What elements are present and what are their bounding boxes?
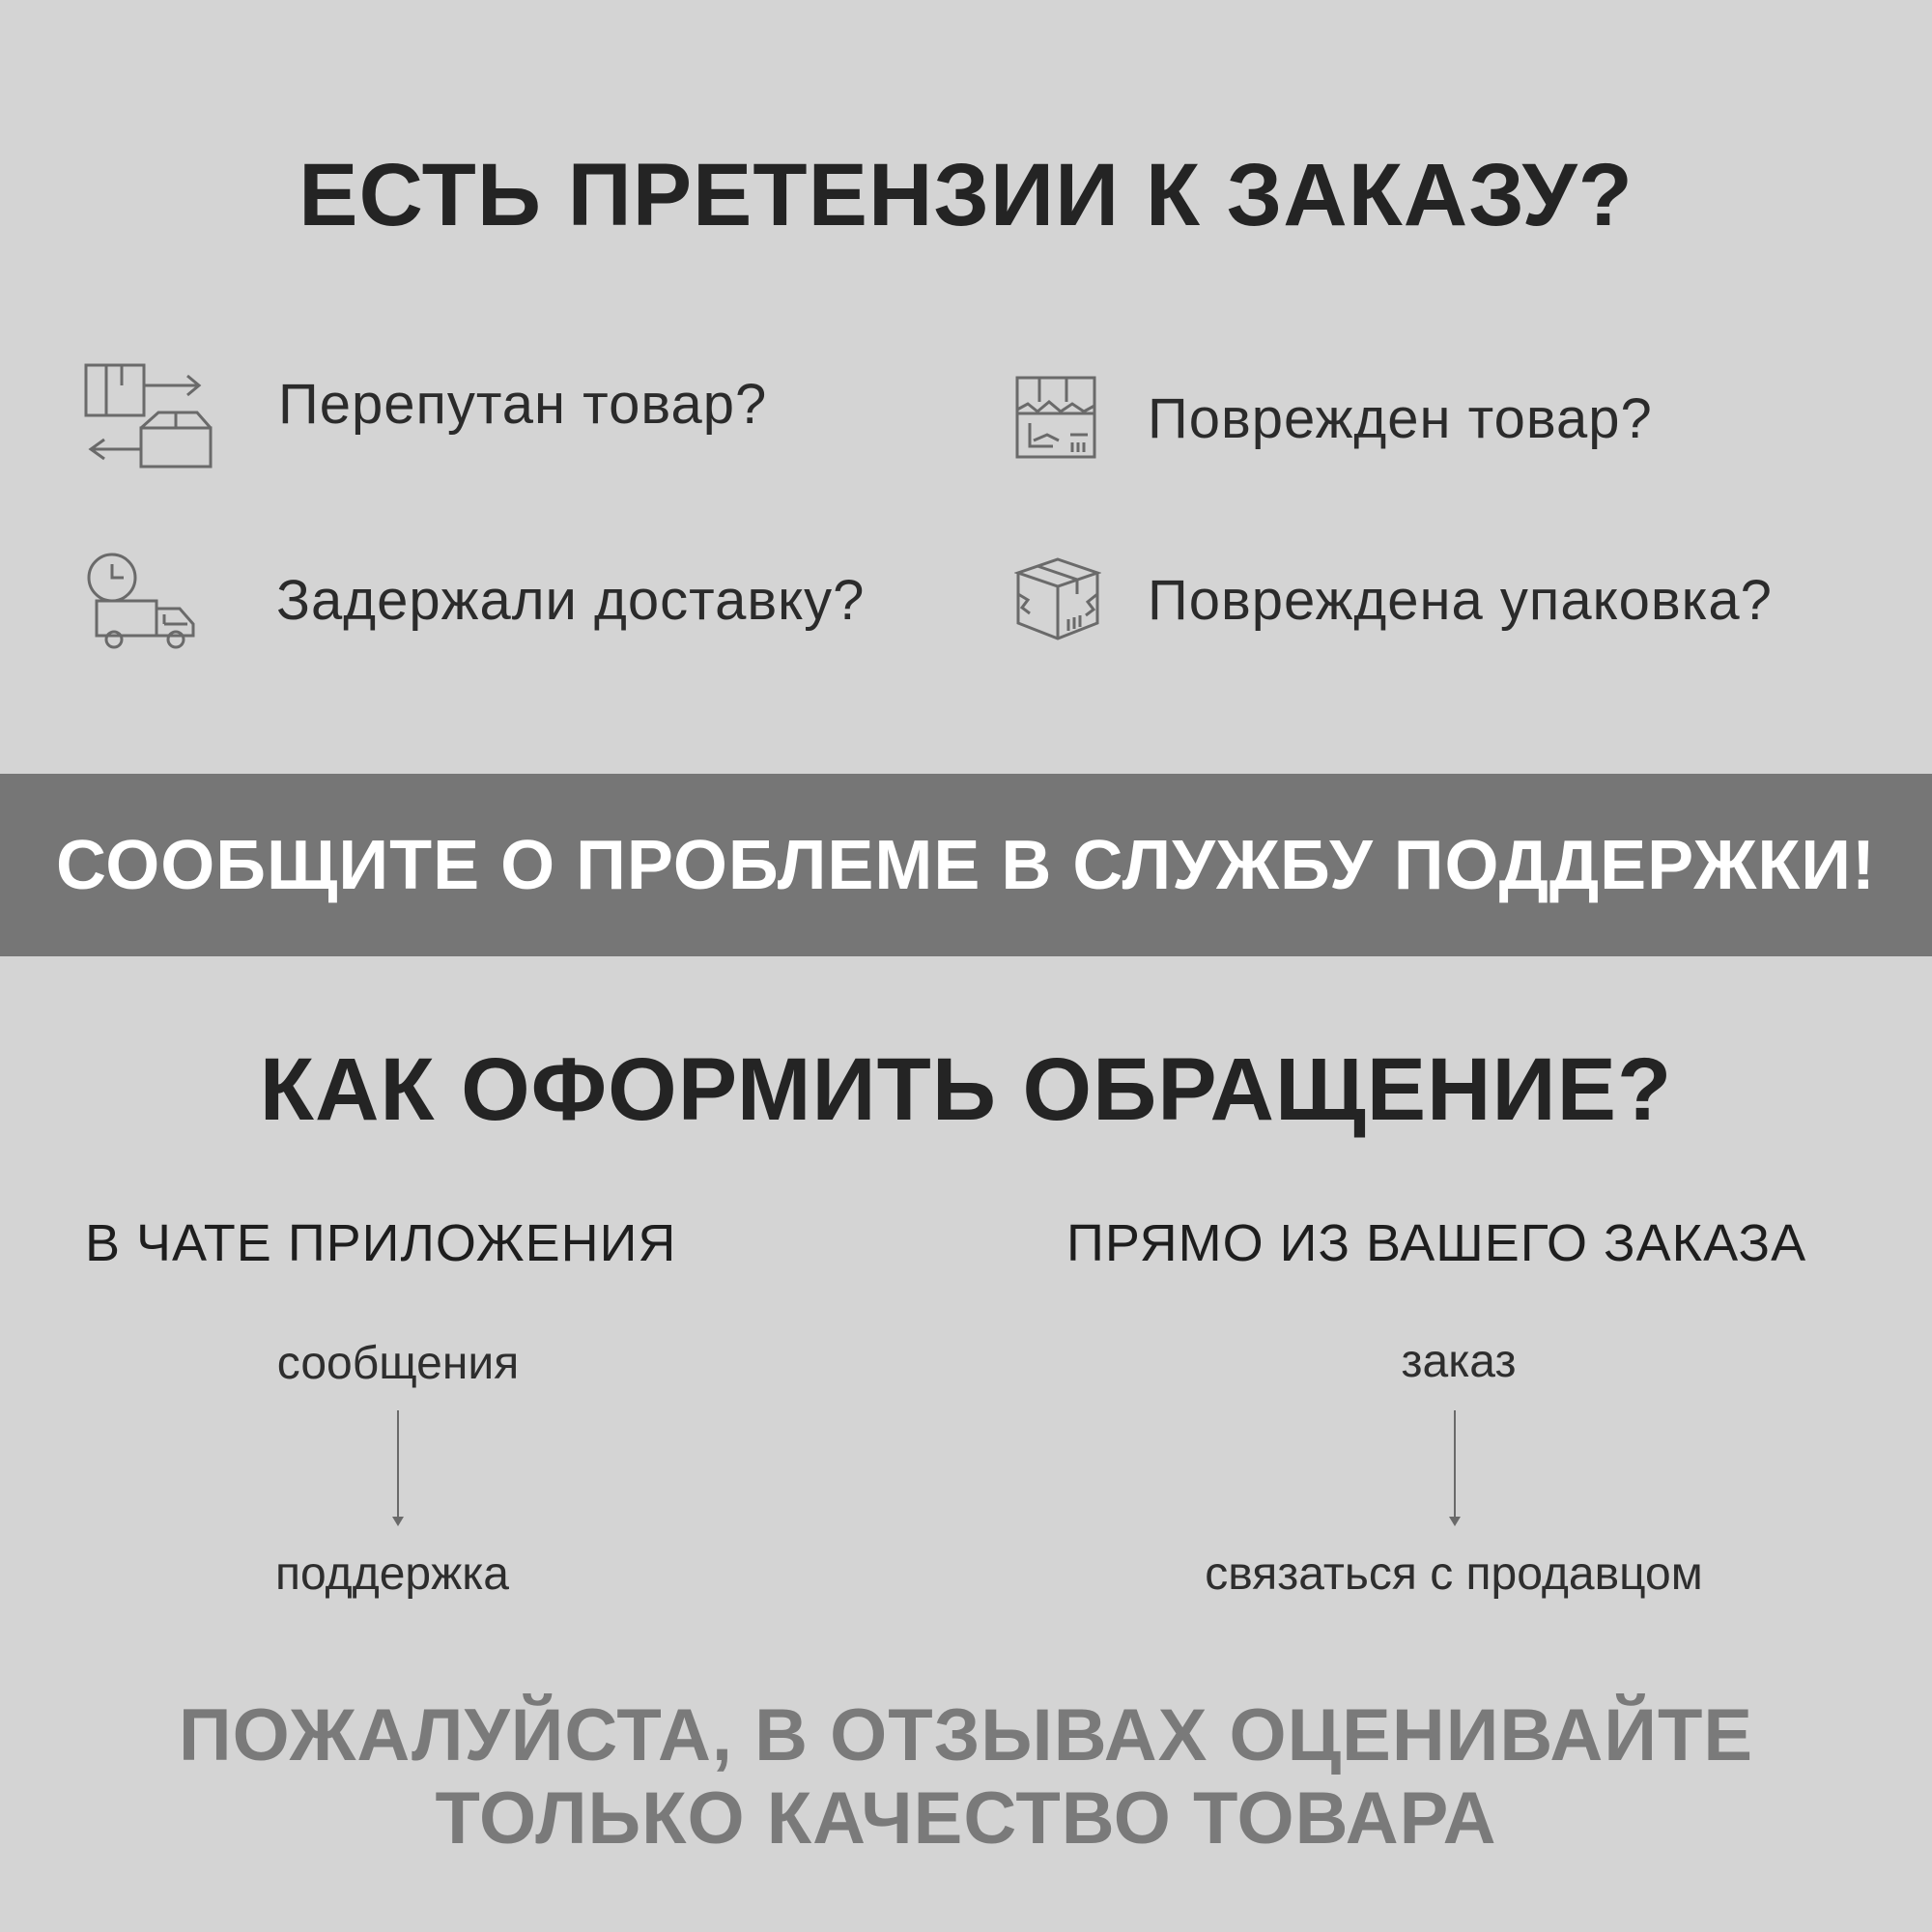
from-order-heading: ПРЯМО ИЗ ВАШЕГО ЗАКАЗА: [1066, 1214, 1807, 1272]
step-support: поддержка: [275, 1548, 509, 1600]
arrow-line-right: [1454, 1410, 1456, 1519]
arrow-down-icon: [392, 1517, 404, 1526]
damaged-item-icon: [1014, 375, 1097, 460]
step-messages: сообщения: [276, 1338, 520, 1389]
box-swap-icon: [83, 362, 234, 470]
delivery-delay-icon: [83, 551, 197, 649]
support-banner: [0, 774, 1932, 956]
damaged-package-icon: [1014, 555, 1101, 642]
page-title: ЕСТЬ ПРЕТЕНЗИИ К ЗАКАЗУ?: [298, 146, 1634, 244]
footer-line-1: ПОЖАЛУЙСТА, В ОТЗЫВАХ ОЦЕНИВАЙТЕ: [178, 1694, 1754, 1776]
issue-delivery-delay: Задержали доставку?: [276, 569, 866, 632]
issue-swapped-item: Перепутан товар?: [278, 373, 768, 436]
chat-app-heading: В ЧАТЕ ПРИЛОЖЕНИЯ: [85, 1214, 677, 1272]
step-contact-seller: связаться с продавцом: [1205, 1548, 1703, 1600]
footer-line-2: ТОЛЬКО КАЧЕСТВО ТОВАРА: [435, 1777, 1497, 1860]
banner-text: СООБЩИТЕ О ПРОБЛЕМЕ В СЛУЖБУ ПОДДЕРЖКИ!: [56, 826, 1876, 904]
arrow-line-left: [397, 1410, 399, 1519]
arrow-down-icon: [1449, 1517, 1461, 1526]
issue-damaged-item: Поврежден товар?: [1148, 387, 1653, 450]
step-order: заказ: [1401, 1336, 1517, 1387]
issue-damaged-package: Повреждена упаковка?: [1148, 569, 1773, 632]
howto-title: КАК ОФОРМИТЬ ОБРАЩЕНИЕ?: [259, 1040, 1673, 1139]
